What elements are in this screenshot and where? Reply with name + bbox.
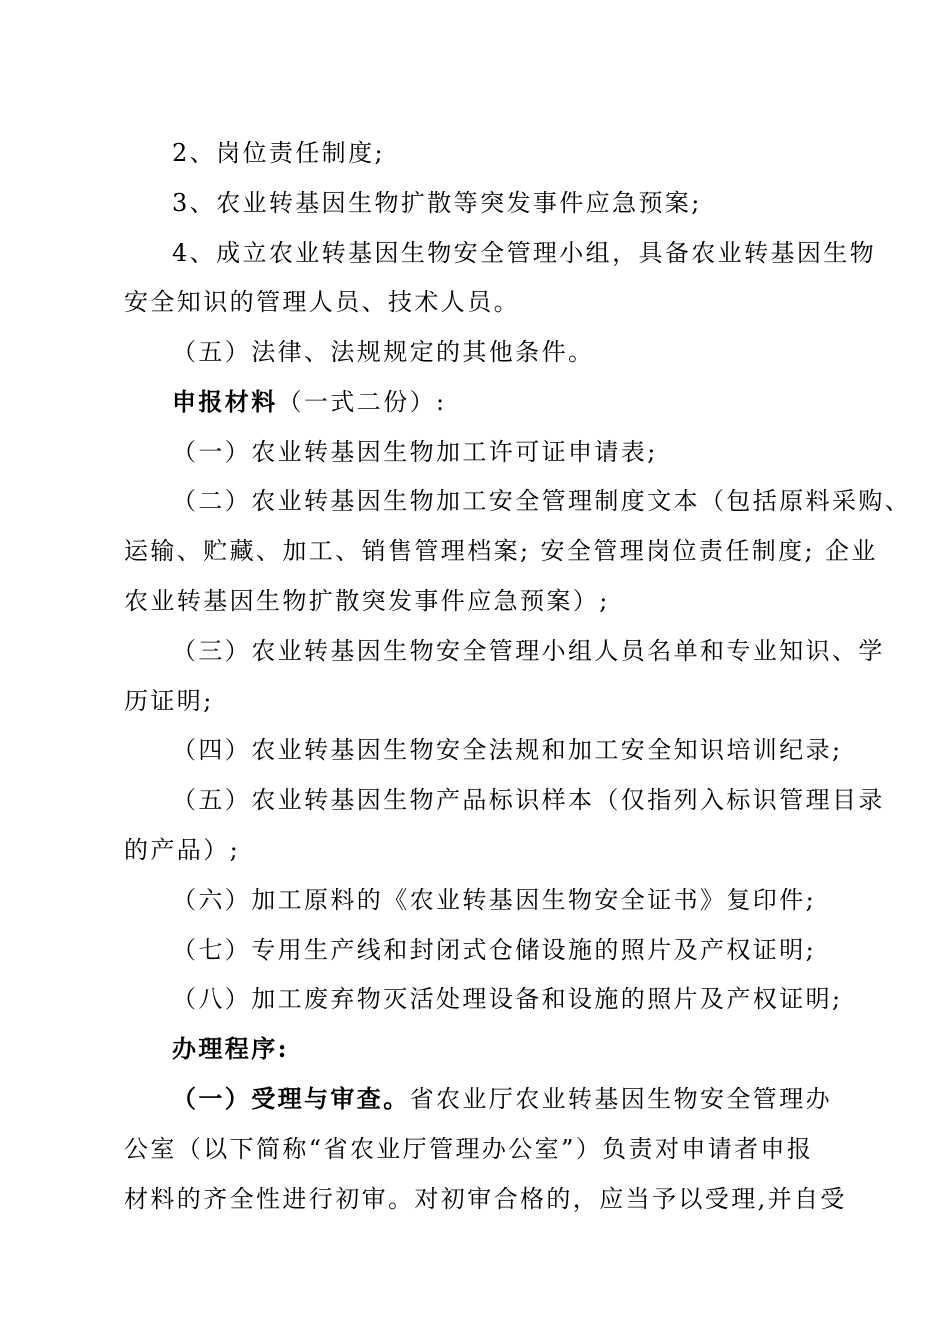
text-line-22: 材料的齐全性进行初审。对初审合格的，应当予以受理,并自受 <box>124 1185 847 1213</box>
text-line-11: （三）农业转基因生物安全管理小组人员名单和专业知识、学 <box>172 637 885 665</box>
text-line-5: （五）法律、法规规定的其他条件。 <box>172 338 595 366</box>
text-line-13: （四）农业转基因生物安全法规和加工安全知识培训纪录; <box>172 736 843 764</box>
text-line-18: （八）加工废弃物灭活处理设备和设施的照片及产权证明; <box>172 985 843 1013</box>
text-line-14: （五）农业转基因生物产品标识样本（仅指列入标识管理目录 <box>172 786 885 814</box>
text-line-2: 3、农业转基因生物扩散等突发事件应急预案; <box>172 189 702 217</box>
text-line-17: （七）专用生产线和封闭式仓储设施的照片及产权证明; <box>172 936 817 964</box>
section-heading-materials: 申报材料（一式二份）: <box>172 387 447 416</box>
text-line-15: 的产品）; <box>124 836 241 864</box>
text-line-3: 4、成立农业转基因生物安全管理小组，具备农业转基因生物 <box>172 239 877 267</box>
text-line-12: 历证明; <box>124 687 214 715</box>
text-line-7: （一）农业转基因生物加工许可证申请表; <box>172 438 658 466</box>
text-line-21: 公室（以下简称“省农业厅管理办公室”）负责对申请者申报 <box>124 1135 814 1163</box>
text-line-8: （二）农业转基因生物加工安全管理制度文本（包括原料采购、 <box>172 487 912 515</box>
text-line-16: （六）加工原料的《农业转基因生物安全证书》复印件; <box>172 886 817 914</box>
text-line-9: 运输、贮藏、加工、销售管理档案; 安全管理岗位责任制度; 企业 <box>124 537 878 565</box>
text-line-20: （一）受理与审查。省农业厅农业转基因生物安全管理办 <box>172 1084 833 1113</box>
text-line-4: 安全知识的管理人员、技术人员。 <box>124 288 520 316</box>
text-line-1: 2、岗位责任制度; <box>172 139 385 167</box>
section-heading-procedure: 办理程序: <box>172 1034 289 1063</box>
text-line-10: 农业转基因生物扩散突发事件应急预案）; <box>124 587 610 615</box>
